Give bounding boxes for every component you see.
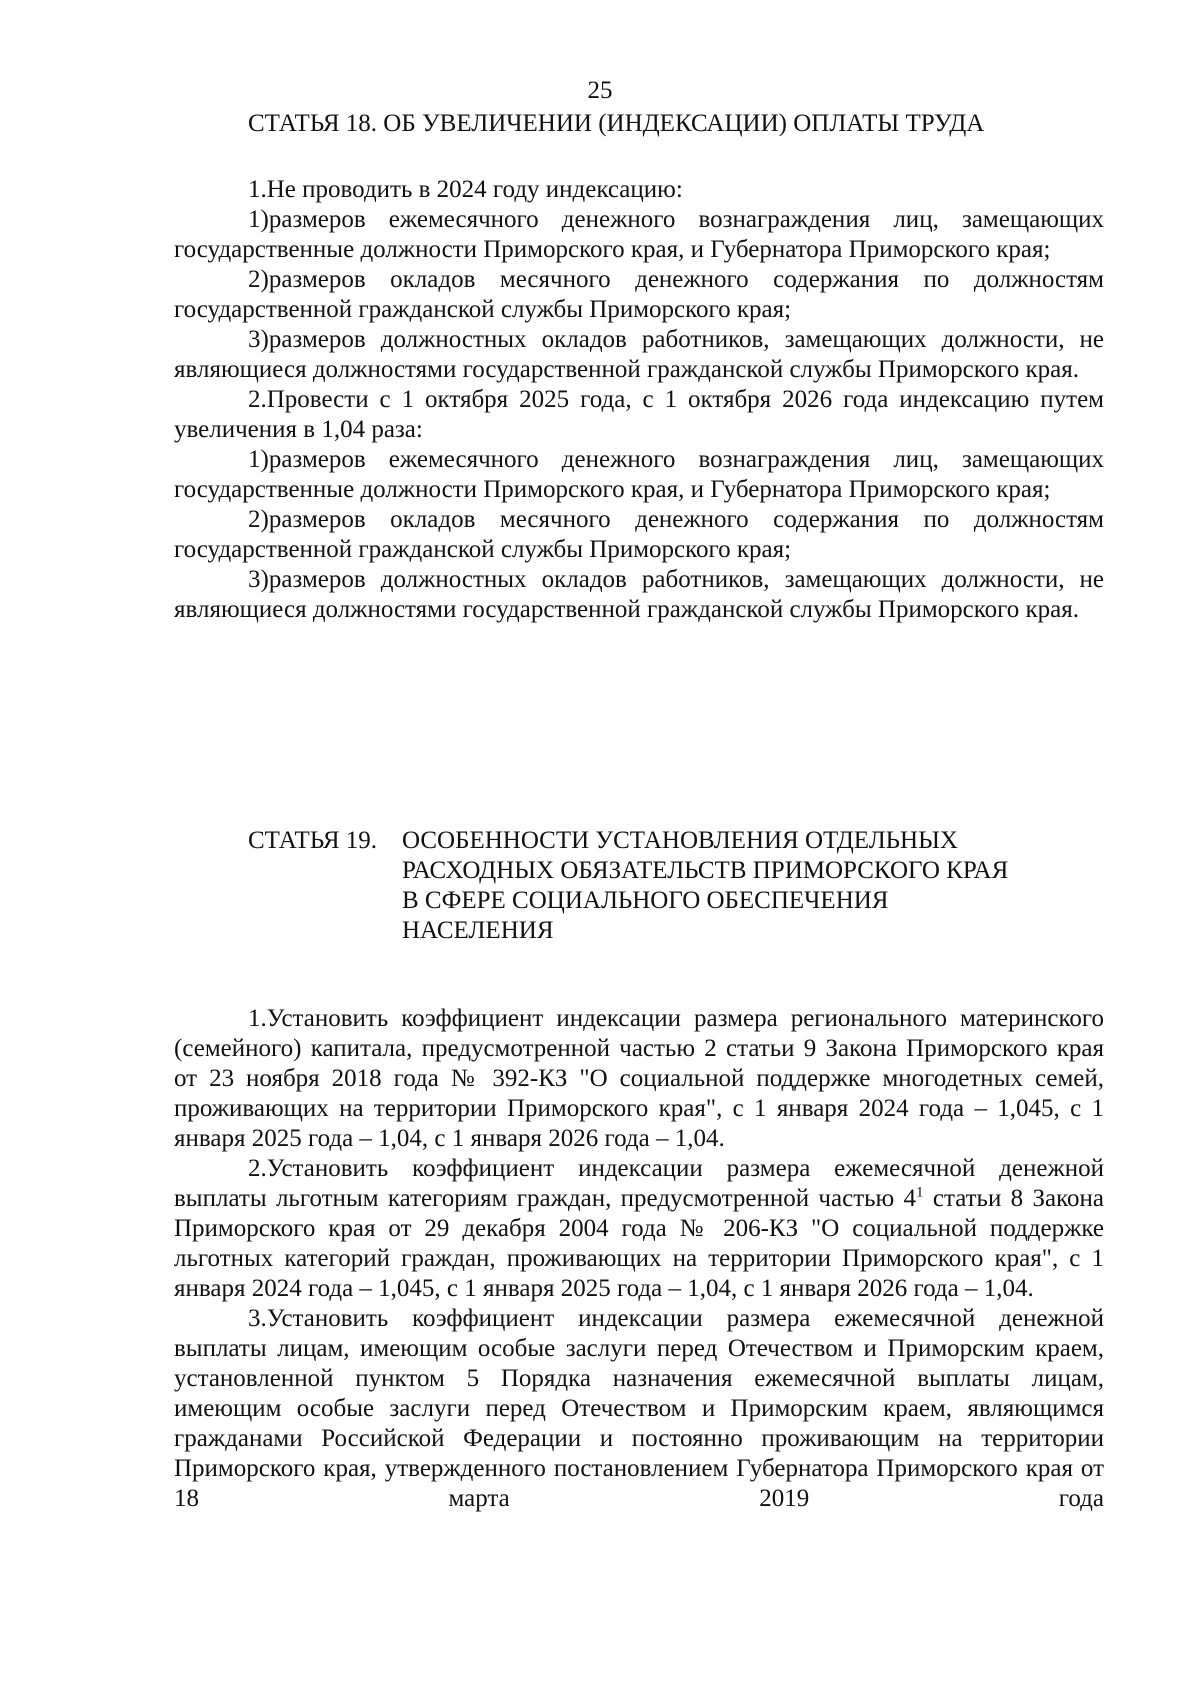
article-19-title-line: РАСХОДНЫХ ОБЯЗАТЕЛЬСТВ ПРИМОРСКОГО КРАЯ: [402, 857, 1009, 884]
article-19-paragraph-2: [174, 1154, 1104, 1304]
article-19-paragraph-2-start: 2.Установить коэффициент индексации размера ежемесячной денежной выплаты льготным категориям граждан, предусмотренной частью 4: [174, 1155, 1104, 1212]
article-18-title: СТАТЬЯ 18. ОБ УВЕЛИЧЕНИИ (ИНДЕКСАЦИИ) ОПЛАТЫ ТРУДА: [248, 110, 985, 137]
article-19-paragraph-1: 1.Установить коэффициент индексации размера регионального материнского (семейного) капитала, предусмотренной частью 2 статьи 9 Закона Приморского края от 23 ноября 2018 года № 392-КЗ "О социальной поддержке многодетных семей, проживающих на территории Приморского края", с 1 января 2024 года – 1,045, с 1 января 2025 года – 1,04, с 1 января 2026 года – 1,04.: [174, 1005, 1104, 1152]
article-19-body: [174, 1004, 1104, 1514]
article-19-title-line: В СФЕРЕ СОЦИАЛЬНОГО ОБЕСПЕЧЕНИЯ: [402, 887, 889, 914]
article-19-title-lines: [402, 826, 1008, 946]
article-19-title-line: НАСЕЛЕНИЯ: [402, 917, 554, 944]
article-18-paragraph: 2)размеров окладов месячного денежного содержания по должностям государственной гражданской службы Приморского края;: [174, 506, 1104, 563]
article-19-paragraph-2-end: статьи 8 Закона Приморского края от 29 декабря 2004 года № 206-КЗ "О социальной поддержке льготных категорий граждан, проживающих на территории Приморского края", с 1 января 2024 года – 1,045, с 1 января 2025 года – 1,04, с 1 января 2026 года – 1,04.: [174, 1185, 1104, 1302]
article-19-title-line: ОСОБЕННОСТИ УСТАНОВЛЕНИЯ ОТДЕЛЬНЫХ: [402, 827, 958, 854]
article-18-paragraph: 1)размеров ежемесячного денежного вознаграждения лиц, замещающих государственные должности Приморского края, и Губернатора Приморского края;: [174, 206, 1104, 263]
article-18-paragraph: 3)размеров должностных окладов работников, замещающих должности, не являющиеся должностями государственной гражданской службы Приморского края.: [174, 326, 1104, 383]
article-18-paragraph: 2)размеров окладов месячного денежного содержания по должностям государственной гражданской службы Приморского края;: [174, 266, 1104, 323]
page-number: 25: [587, 77, 613, 104]
article-18-paragraph: 3)размеров должностных окладов работников, замещающих должности, не являющиеся должностями государственной гражданской службы Приморского края.: [174, 566, 1104, 623]
article-18-paragraph: 1)размеров ежемесячного денежного вознаграждения лиц, замещающих государственные должности Приморского края, и Губернатора Приморского края;: [174, 446, 1104, 503]
article-18-paragraph: 2.Провести с 1 октября 2025 года, с 1 октября 2026 года индексацию путем увеличения в 1,04 раза:: [174, 386, 1104, 443]
article-18-paragraph: 1.Не проводить в 2024 году индексацию:: [248, 176, 683, 203]
footnote-superscript: 1: [916, 1184, 924, 1201]
article-18-body: [174, 175, 1104, 625]
article-19-paragraph-3: 3.Установить коэффициент индексации размера ежемесячной денежной выплаты лицам, имеющим особые заслуги перед Отечеством и Приморским краем, установленной пунктом 5 Порядка назначения ежемесячной выплаты лицам, имеющим особые заслуги перед Отечеством и Приморским краем, являющимся гражданами Российской Федерации и постоянно проживающим на территории Приморского края, утвержденного постановлением Губернатора Приморского края от 18 марта 2019 года: [174, 1305, 1104, 1512]
article-19-title: [248, 826, 1128, 946]
article-19-label: СТАТЬЯ 19.: [248, 827, 378, 854]
